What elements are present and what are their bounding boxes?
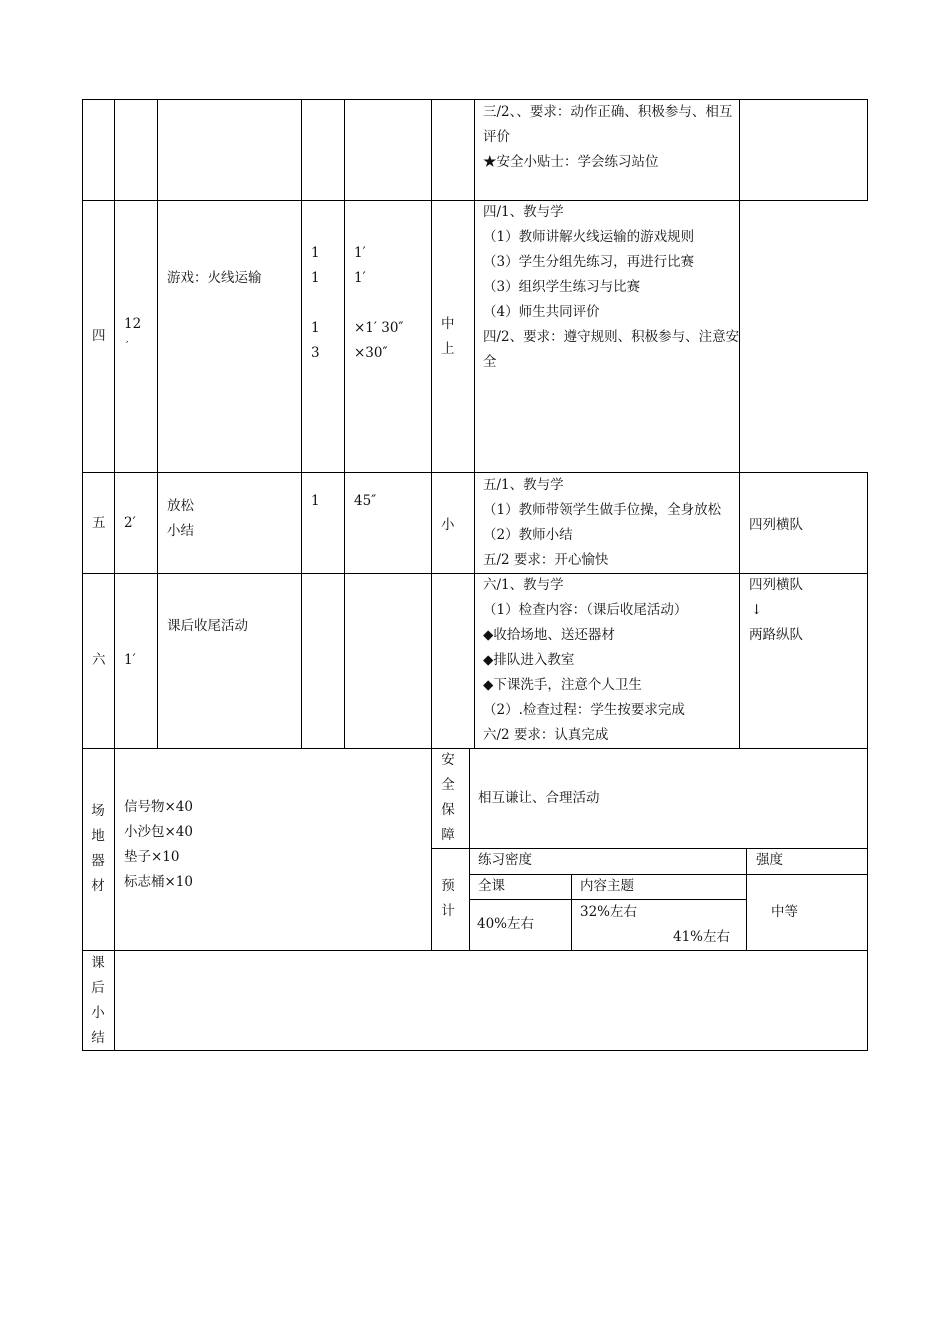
safety-label-char: 障 [441, 827, 455, 843]
estimate-label-char: 计 [441, 903, 455, 919]
method-line: 五/2 要求：开心愉快 [483, 552, 609, 568]
table-border [82, 748, 868, 749]
table-border [82, 950, 868, 951]
method-line: 四/1、教与学 [483, 204, 564, 220]
intensity-value: 上 [441, 341, 455, 357]
table-border [431, 99, 432, 951]
table-border [82, 99, 868, 100]
method-line: （1）教师带领学生做手位操，全身放松 [483, 502, 722, 518]
table-border [469, 748, 470, 951]
summary-label-char: 小 [91, 1005, 105, 1021]
intensity-value: 小 [441, 517, 455, 533]
equipment-label-char: 器 [91, 853, 105, 869]
intensity-value: 中 [441, 316, 455, 332]
table-border [469, 874, 868, 875]
safety-label-char: 全 [441, 777, 455, 793]
method-line: 四/2、要求：遵守规则、积极参与、注意安 [483, 329, 740, 345]
formation-text: 四列横队 [749, 577, 803, 593]
content-title: 课后收尾活动 [167, 618, 248, 634]
topic-density: 41%左右 [673, 929, 731, 945]
table-border [82, 200, 868, 201]
method-line: （2）.检查过程：学生按要求完成 [483, 702, 685, 718]
intensity-header: 强度 [756, 852, 783, 868]
table-border [82, 99, 83, 1051]
section-number: 四 [92, 328, 106, 344]
section-number: 六 [92, 652, 106, 668]
duration-value: ×1′ 30″ [354, 320, 404, 336]
table-border [571, 874, 572, 951]
method-line: （2）教师小结 [483, 527, 573, 543]
summary-label-char: 后 [91, 980, 105, 996]
formation-text: 四列横队 [749, 517, 803, 533]
times-value: 1 [311, 245, 320, 261]
times-value: 1 [311, 320, 320, 336]
topic-header: 内容主题 [580, 878, 634, 894]
table-border [746, 848, 747, 951]
duration-value: 45″ [354, 493, 377, 509]
table-border [82, 472, 868, 473]
safety-label-char: 保 [441, 802, 455, 818]
time-value: 2′ [124, 515, 136, 531]
method-line: （3）组织学生练习与比赛 [483, 279, 641, 295]
equipment-item: 小沙包×40 [124, 824, 193, 840]
table-border [867, 99, 868, 200]
section-number: 五 [92, 515, 106, 531]
duration-value: ×30″ [354, 345, 388, 361]
summary-field[interactable] [116, 952, 866, 1049]
table-border [157, 99, 158, 749]
method-line: 六/1、教与学 [483, 577, 564, 593]
equipment-item: 信号物×40 [124, 799, 193, 815]
summary-label-char: 课 [91, 955, 105, 971]
content-title: 游戏：火线运输 [167, 270, 262, 286]
method-line: （3）学生分组先练习，再进行比赛 [483, 254, 695, 270]
content-title: 小结 [167, 523, 194, 539]
equipment-item: 标志桶×10 [124, 874, 193, 890]
equipment-label-char: 材 [91, 878, 105, 894]
formation-arrow: ↓ [751, 602, 763, 618]
requirement-line: 评价 [483, 129, 510, 145]
duration-value: 1′ [354, 245, 366, 261]
times-value: 1 [311, 270, 320, 286]
safety-text: 相互谦让、合理活动 [478, 790, 600, 806]
safety-tip: ★安全小贴士：学会练习站位 [483, 154, 659, 170]
table-border [739, 99, 740, 749]
intensity-estimate: 中等 [771, 904, 798, 920]
summary-label-char: 结 [91, 1030, 105, 1046]
method-line: ◆下课洗手，注意个人卫生 [483, 677, 642, 693]
requirement-line: 三/2、、要求：动作正确、积极参与、相互 [483, 104, 733, 120]
time-unit: ′ [126, 339, 129, 352]
table-border [82, 1050, 868, 1051]
time-value: 1′ [124, 652, 136, 668]
method-line: 五/1、教与学 [483, 477, 564, 493]
equipment-label-char: 地 [91, 828, 105, 844]
method-line: 全 [483, 354, 497, 370]
method-line: 六/2 要求：认真完成 [483, 727, 609, 743]
formation-text: 两路纵队 [749, 627, 803, 643]
table-border [114, 99, 115, 1051]
safety-label-char: 安 [441, 752, 455, 768]
table-border [344, 99, 345, 749]
topic-density: 32%左右 [580, 904, 638, 920]
method-line: ◆排队进入教室 [483, 652, 575, 668]
equipment-label-char: 场 [91, 803, 105, 819]
method-line: （1）检查内容：（课后收尾活动） [483, 602, 688, 618]
time-value: 12 [124, 316, 142, 332]
content-title: 放松 [167, 498, 194, 514]
table-border [867, 472, 868, 1051]
density-header: 练习密度 [478, 852, 532, 868]
method-line: ◆收拾场地、送还器材 [483, 627, 615, 643]
table-border [474, 99, 475, 749]
method-line: （1）教师讲解火线运输的游戏规则 [483, 229, 695, 245]
times-value: 1 [311, 493, 320, 509]
times-value: 3 [311, 345, 320, 361]
whole-lesson-density: 40%左右 [477, 916, 535, 932]
duration-value: 1′ [354, 270, 366, 286]
equipment-item: 垫子×10 [124, 849, 180, 865]
table-border [301, 99, 302, 749]
method-line: （4）师生共同评价 [483, 304, 600, 320]
whole-lesson-header: 全课 [478, 878, 505, 894]
estimate-label-char: 预 [441, 878, 455, 894]
